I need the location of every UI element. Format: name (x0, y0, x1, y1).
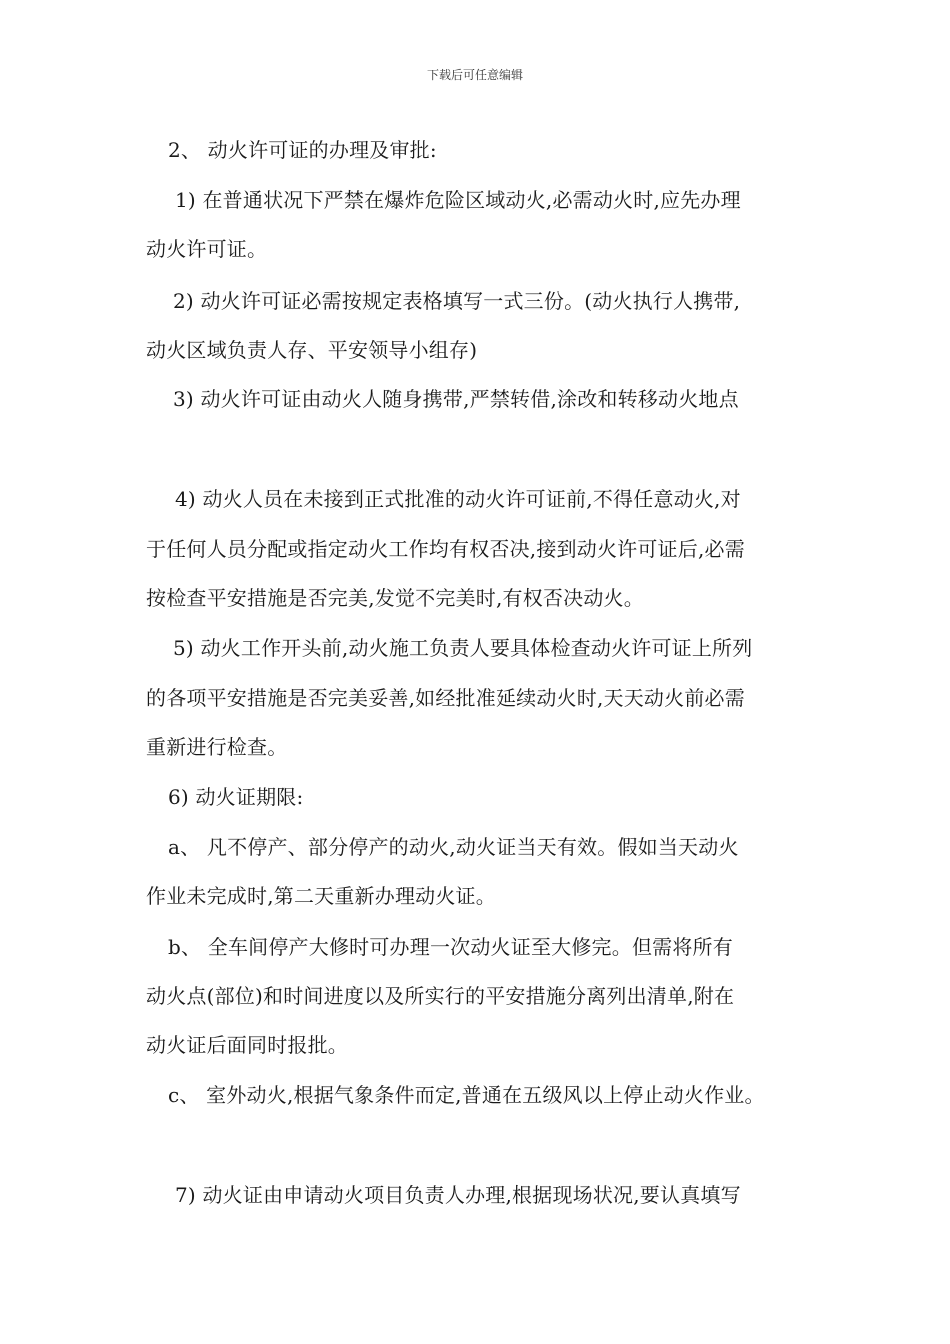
paragraph-line: 的各项平安措施是否完美妥善,如经批准延续动火时,天天动火前必需 (146, 686, 745, 710)
paragraph-line: 6) 动火证期限: (168, 785, 304, 809)
page-header: 下载后可任意编辑 (426, 68, 523, 82)
paragraph-line: 重新进行检查。 (146, 735, 288, 759)
paragraph-line: 3) 动火许可证由动火人随身携带,严禁转借,涂改和转移动火地点 (173, 387, 739, 411)
paragraph-line: 动火点(部位)和时间进度以及所实行的平安措施分离列出清单,附在 (146, 984, 735, 1008)
section-heading: 2、 动火许可证的办理及审批: (168, 138, 437, 162)
paragraph-line: 动火证后面同时报批。 (146, 1033, 348, 1057)
paragraph-line: c、 室外动火,根据气象条件而定,普通在五级风以上停止动火作业。 (168, 1083, 765, 1107)
paragraph-line: 按检查平安措施是否完美,发觉不完美时,有权否决动火。 (146, 586, 644, 610)
paragraph-line: 1) 在普通状况下严禁在爆炸危险区域动火,必需动火时,应先办理 (175, 188, 741, 212)
paragraph-line: 2) 动火许可证必需按规定表格填写一式三份。(动火执行人携带, (173, 289, 741, 313)
paragraph-line: b、 全车间停产大修时可办理一次动火证至大修完。但需将所有 (168, 935, 733, 959)
paragraph-line: 动火许可证。 (146, 237, 268, 261)
paragraph-line: 7) 动火证由申请动火项目负责人办理,根据现场状况,要认真填写 (175, 1183, 741, 1207)
paragraph-line: a、 凡不停产、部分停产的动火,动火证当天有效。假如当天动火 (168, 835, 739, 859)
paragraph-line: 于任何人员分配或指定动火工作均有权否决,接到动火许可证后,必需 (146, 537, 745, 561)
paragraph-line: 4) 动火人员在未接到正式批准的动火许可证前,不得任意动火,对 (175, 487, 741, 511)
paragraph-line: 动火区域负责人存、平安领导小组存) (146, 338, 478, 362)
paragraph-line: 5) 动火工作开头前,动火施工负责人要具体检查动火许可证上所列 (173, 636, 753, 660)
paragraph-line: 作业未完成时,第二天重新办理动火证。 (146, 884, 496, 908)
